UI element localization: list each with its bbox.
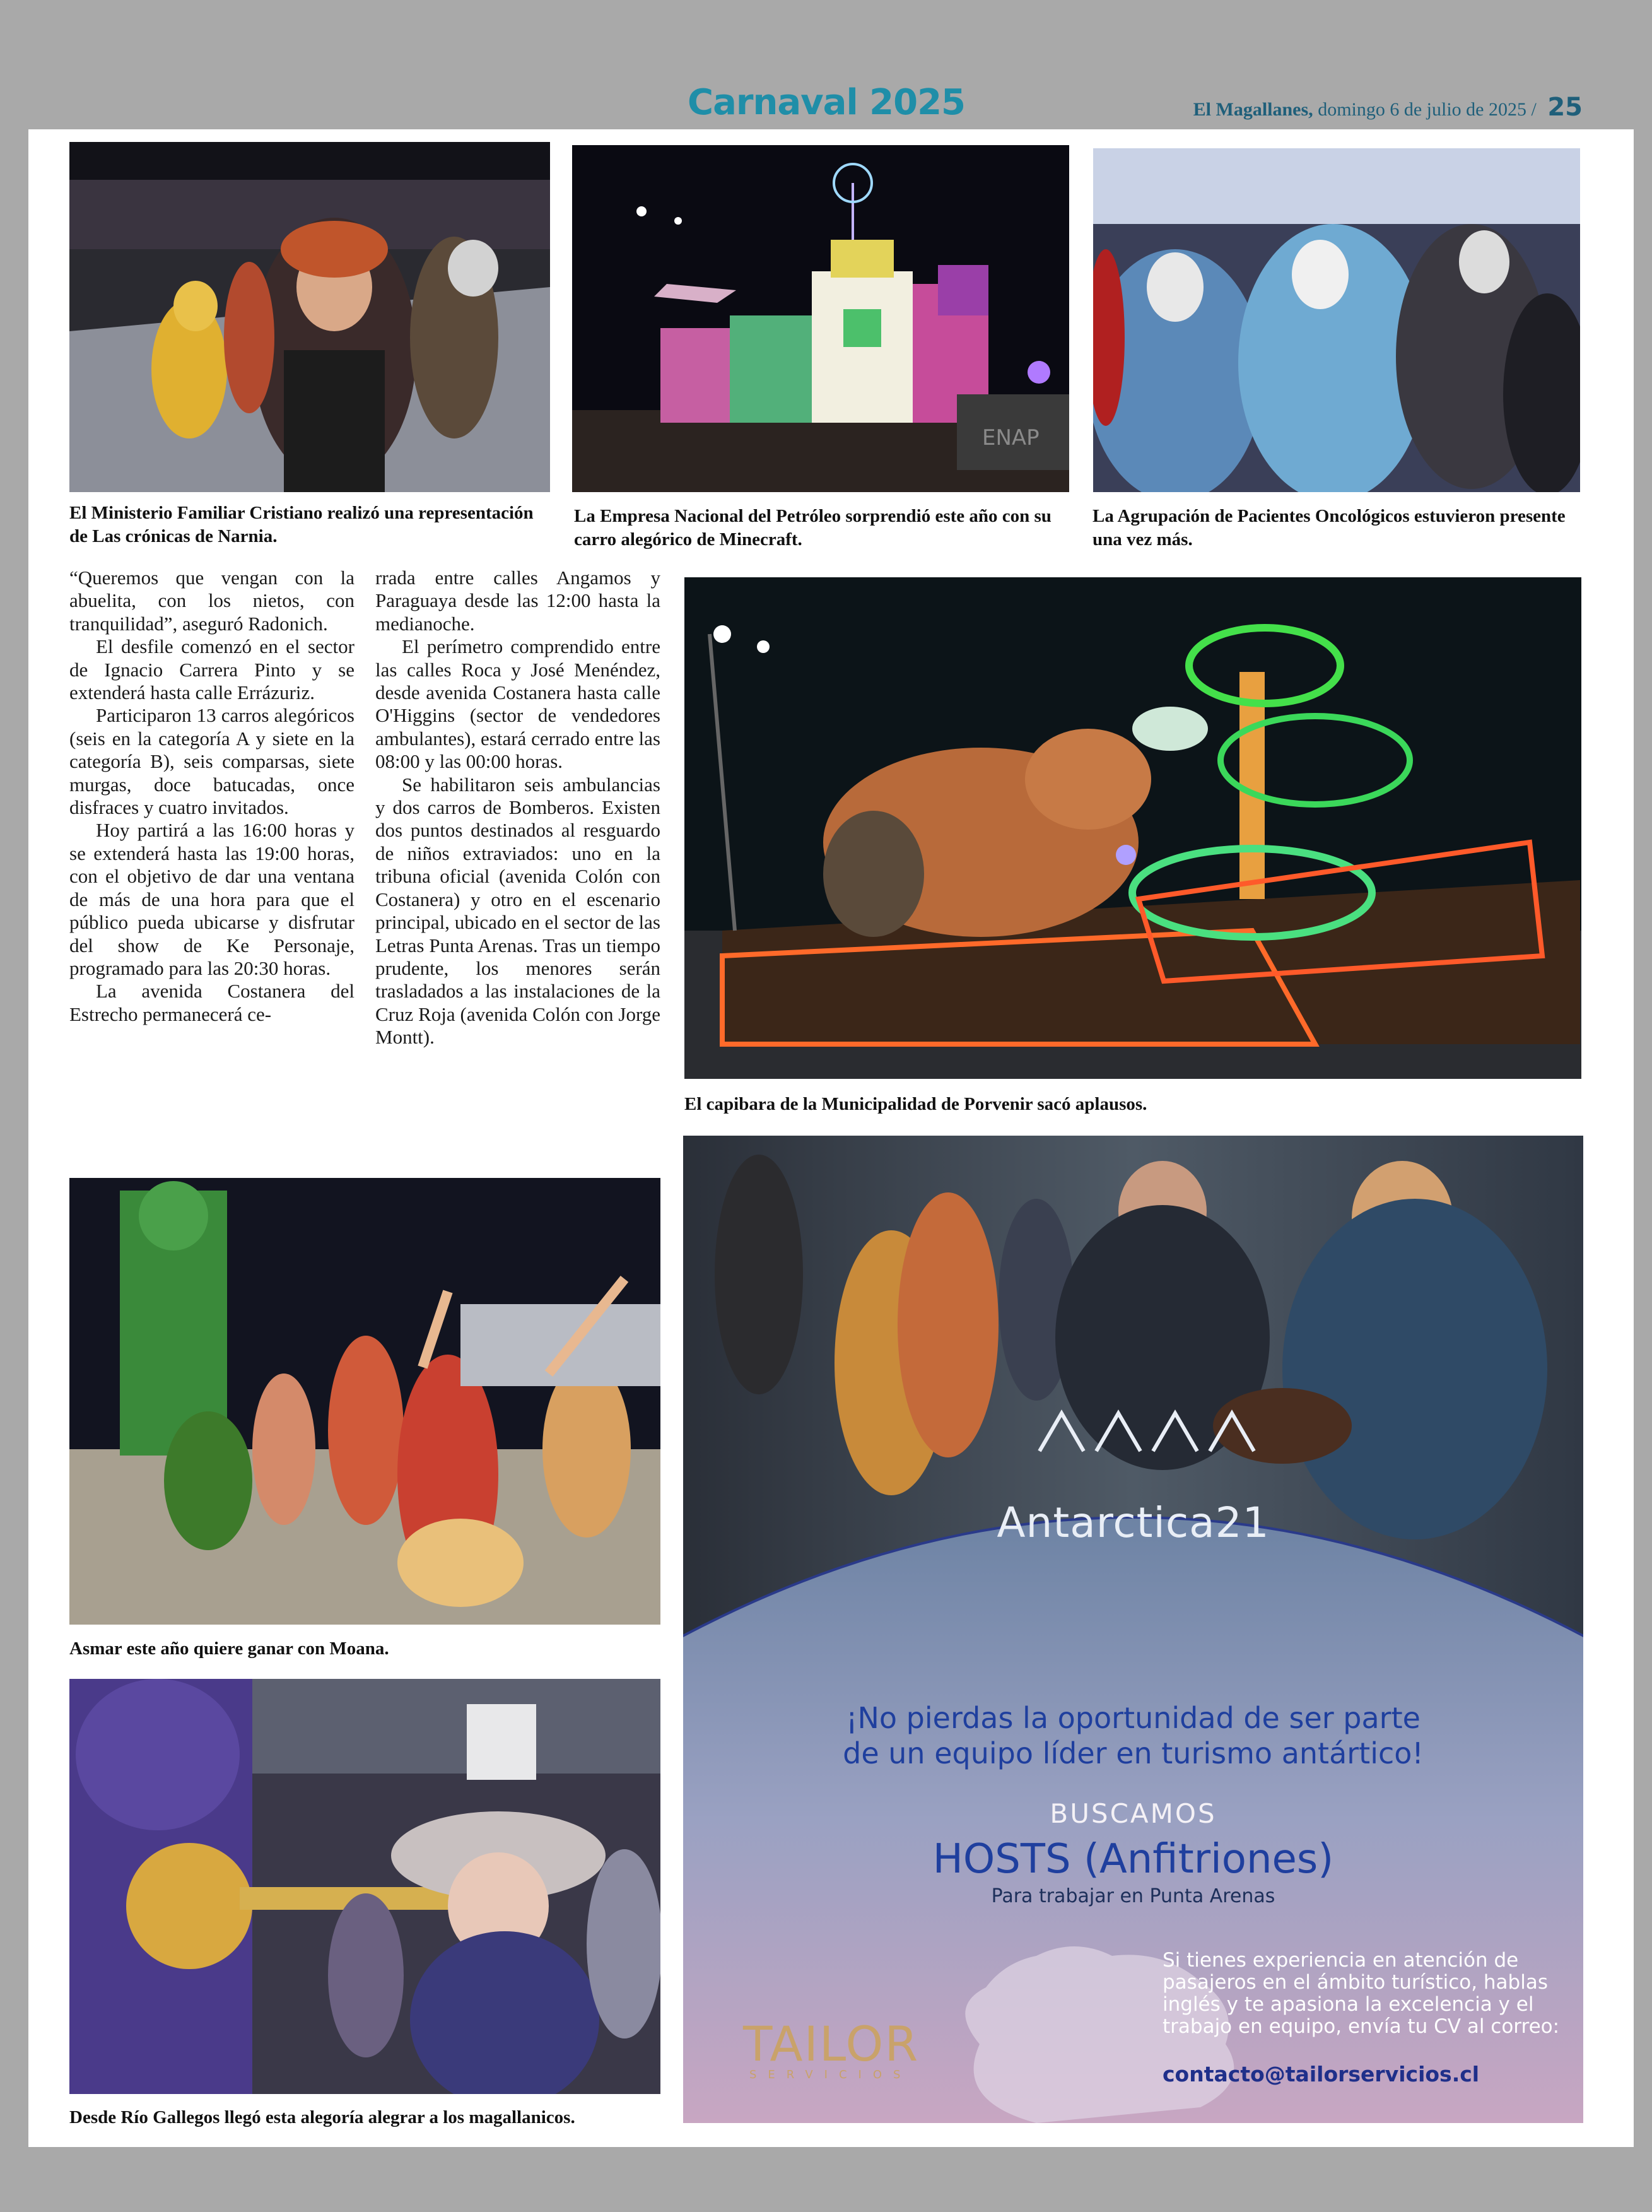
tailor-logo-sub: SERVICIOS	[749, 2068, 912, 2081]
article-paragraph: El desfile comenzó en el sector de Ignacio Carrera Pinto y se extenderá hasta calle Errázuriz.	[69, 635, 354, 704]
ad-position: HOSTS (Anfitriones)	[932, 1836, 1334, 1883]
caption-minecraft: La Empresa Nacional del Petróleo sorprendió este año con su carro alegórico de Minecraft.	[574, 506, 1052, 550]
caption-moana: Asmar este año quiere ganar con Moana.	[69, 1638, 389, 1659]
photo-oncology-group	[1093, 148, 1580, 492]
ad-contact-email[interactable]: contacto@tailorservicios.cl	[1163, 2062, 1480, 2086]
antarctica21-ad[interactable]	[683, 1136, 1583, 2123]
ad-details: Si tienes experiencia en atención de pasajeros en el ámbito turístico, hablas inglés y te apasiona la excelencia y el trabajo en equipo, envía tu CV al correo:	[1163, 1949, 1560, 2038]
article-column-1	[69, 567, 354, 1026]
caption-oncology: La Agrupación de Pacientes Oncológicos estuvieron presente una vez más.	[1093, 506, 1566, 550]
caption-capybara: El capibara de la Municipalidad de Porvenir sacó aplausos.	[684, 1094, 1147, 1114]
photo-narnia-parade	[69, 142, 550, 492]
ad-tagline-line-1: ¡No pierdas la oportunidad de ser parte	[846, 1701, 1421, 1735]
tailor-logo: TAILOR	[743, 2016, 920, 2072]
section-title: Carnaval 2025	[688, 82, 966, 123]
photo-rio-gallegos	[69, 1679, 660, 2094]
photo-moana-dancers	[69, 1178, 660, 1625]
article-column-2	[375, 567, 660, 1049]
photo-capybara-float	[684, 577, 1581, 1079]
caption-rio-gallegos: Desde Río Gallegos llegó esta alegoría alegrar a los magallanicos.	[69, 2107, 575, 2127]
article-paragraph: La avenida Costanera del Estrecho permanecerá ce-	[69, 980, 354, 1025]
enap-sign: ENAP	[982, 425, 1040, 450]
photo-minecraft-float	[572, 145, 1069, 492]
ad-buscamos: BUSCAMOS	[1050, 1798, 1217, 1829]
article-paragraph: “Queremos que vengan con la abuelita, con los nietos, con tranquilidad”, aseguró Radonich.	[69, 567, 354, 635]
article-paragraph: Se habilitaron seis ambulancias y dos carros de Bomberos. Existen dos puntos destinados al resguardo de niños extraviados: uno en la tribuna oficial (avenida Colón con Costanera) y otro en el escenario principal, ubicado en el sector de las Letras Punta Arenas. Tras un tiempo prudente, los menores serán trasladados a las instalaciones de la Cruz Roja (avenida Colón con Jorge Montt).	[375, 773, 660, 1049]
publication-line	[1193, 88, 1583, 126]
ad-tagline	[683, 1700, 1583, 1771]
ad-tagline-line-2: de un equipo líder en turismo antártico!	[843, 1736, 1424, 1770]
page-number: 25	[1547, 93, 1583, 122]
ad-location: Para trabajar en Punta Arenas	[991, 1885, 1275, 1907]
caption-narnia: El Ministerio Familiar Cristiano realizó una representación de Las crónicas de Narnia.	[69, 503, 534, 546]
article-paragraph: Participaron 13 carros alegóricos (seis en la categoría A y siete en la categoría B), seis comparsas, siete murgas, doce batucadas, once disfraces y cuatro invitados.	[69, 704, 354, 819]
publication-date: domingo 6 de julio de 2025 /	[1318, 99, 1537, 120]
ad-brand-name: Antarctica21	[997, 1498, 1270, 1547]
article-paragraph: rrada entre calles Angamos y Paraguaya desde las 12:00 hasta la medianoche.	[375, 567, 660, 635]
newspaper-name: El Magallanes,	[1193, 99, 1313, 120]
article-paragraph: Hoy partirá a las 16:00 horas y se extenderá hasta las 19:00 horas, con el objetivo de dar una ventana de más de una hora para que el público pueda ubicarse y disfrutar del show de Ke Personaje, programado para las 20:30 horas.	[69, 819, 354, 979]
article-paragraph: El perímetro comprendido entre las calles Roca y José Menéndez, desde avenida Costanera hasta calle O'Higgins (sector de vendedores ambulantes), estará cerrado entre las 08:00 y las 00:00 horas.	[375, 635, 660, 773]
